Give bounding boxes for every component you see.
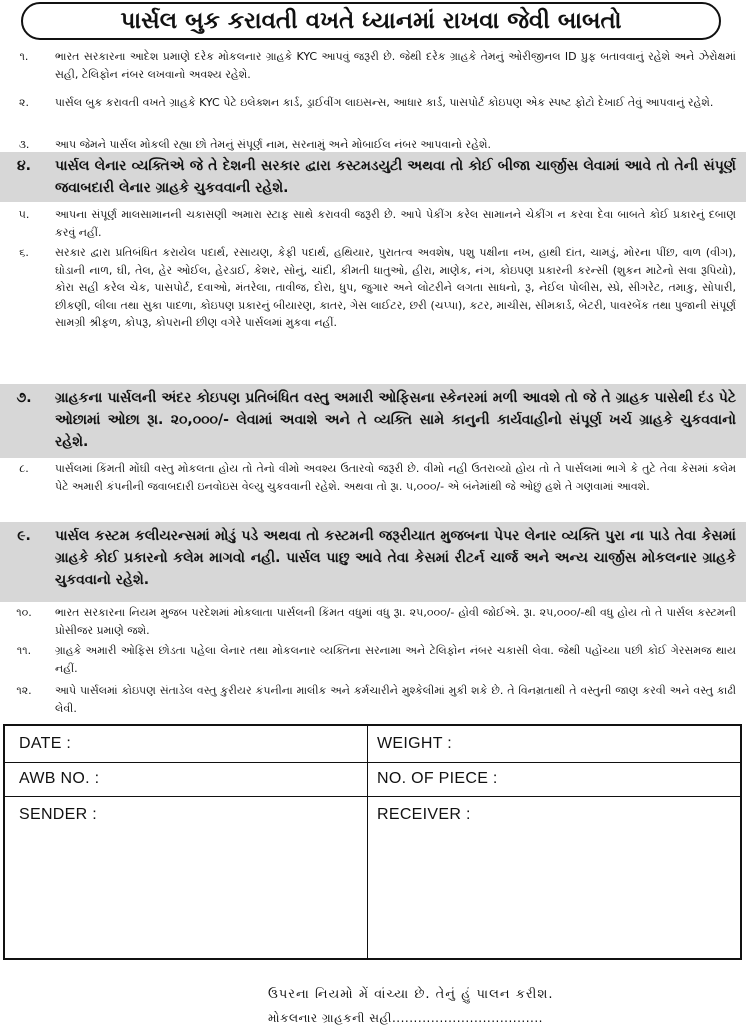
rule-number: ૨. — [19, 96, 29, 109]
rule-item — [0, 682, 746, 718]
rule-item-highlighted — [0, 522, 746, 602]
rule-item — [0, 460, 746, 516]
awb-number-field[interactable]: AWB NO. : — [19, 770, 100, 787]
rule-number: ૭. — [16, 390, 32, 406]
rule-text: પાર્સલ કસ્ટમ કલીયરન્સમાં મોડું પડે અથવા તો કસ્ટમની જરૂરીયાત મુજબના પેપર લેનાર વ્યક્તિ પુરા ના પાડે તેવા કેસમાં ગ્રાહકે કોઈ પ્રકારનો કલેમ માગવો નહી. પાર્સલ પાછુ આવે તેવા કેસમાં રીટર્ન ચાર્જ અને અન્ય ચાર્જીસ મોકલનાર ગ્રાહકે ચુકવવાનો રહેશે. — [55, 528, 736, 588]
rule-item-highlighted — [0, 384, 746, 458]
rule-number: ૩. — [18, 138, 30, 151]
shipment-form — [3, 724, 742, 960]
rule-text: આપે પાર્સલમાં કોઇપણ સંતાડેલ વસ્તુ કુરીયર કંપનીના માલીક અને કર્મચારીને મુશ્કેલીમાં મુકી શકે છે. તે વિનમ્રતાથી તે વસ્તુની જાણ કરવી અને વસ્તુ કાઢી લેવી. — [55, 684, 736, 715]
sender-field[interactable]: SENDER : — [19, 806, 97, 823]
rule-item — [0, 642, 746, 678]
rule-text: ગ્રાહકના પાર્સલની અંદર કોઇપણ પ્રતિબંધિત વસ્તુ અમારી ઓફિસના સ્કેનરમાં મળી આવશે તો જે તે ગ્રાહક પાસેથી દંડ પેટે ઓછામાં ઓછા રૂા. ૨૦,૦૦૦/- લેવામાં અવાશે અને તે વ્યક્તિ સામે કાનુની કાર્યવાહીનો સંપૂર્ણ ખર્ચ ગ્રાહકે ચુકવવાનો રહેશે. — [55, 390, 736, 450]
rule-number: ૬. — [19, 246, 29, 259]
rule-text: ભારત સરકારના આદેશ પ્રમાણે દરેક મોકલનાર ગ્રાહકે KYC આપવું જરૂરી છે. જેથી દરેક ગ્રાહકે તેમનું ઓરીજીનલ ID પ્રુફ બતાવવાનું રહેશે અને ઝેરોક્ષમાં સહી, ટેલિફોન નંબર લખવાનો અવશ્ય રહેશે. — [55, 50, 736, 81]
rule-number: ૧૨. — [16, 684, 32, 697]
rule-text: પાર્સલ બુક કરાવતી વખતે ગ્રાહકે KYC પેટે ઇલેક્શન કાર્ડ, ડ્રાઈવીંગ લાઇસન્સ, આધાર કાર્ડ, પાસપોર્ટ કોઇપણ એક સ્પષ્ટ ફોટો દેખાઈ તેવું આપવાનું રહેશે. — [55, 96, 714, 109]
rule-text: આપના સંપૂર્ણ માલસામાનની ચકાસણી અમારા સ્ટાફ સાથે કરાવવી જરૂરી છે. આપે પેકીંગ કરેલ સામાનને ચેકીંગ ન કરવા દેવા બાબતે કોઈ પ્રકારનું દબાણ કરવું નહીં. — [55, 208, 736, 239]
rule-number: ૪. — [17, 158, 31, 174]
rule-number: ૧૧. — [16, 644, 32, 657]
rule-item — [0, 48, 746, 84]
form-divider — [5, 796, 740, 797]
declaration-text: ઉપરના નિયમો મેં વાંચ્યા છે. તેનું હું પાલન કરીશ. — [268, 987, 554, 1002]
rule-item — [0, 604, 746, 640]
rule-text: પાર્સલમાં કિંમતી મોંઘી વસ્તુ મોકલતા હોય તો તેનો વીમો અવશ્ય ઉતારવો જરૂરી છે. વીમો નહી ઉતરાવ્યો હોય તો તે પાર્સલમાં ભાગે કે તુટે તેવા કેસમાં કલેમ પેટે અમારી કંપનીની જવાબદારી ઇનવોઇસ વેલ્યુ ચુકવવાની રહેશે. અથવા તો રૂા. ૫,૦૦૦/- એ બંનેમાંથી જે ઓછું હશે તે ગણવામાં આવશે. — [55, 462, 736, 493]
rule-number: ૧. — [19, 50, 29, 63]
form-divider — [367, 726, 368, 958]
rule-item — [0, 94, 746, 130]
rule-number: ૧૦. — [16, 606, 32, 619]
rule-item-highlighted — [0, 152, 746, 202]
signature-line[interactable]: મોકલનાર ગ્રાહકની સહી................................... — [268, 1011, 543, 1025]
rule-number: ૮. — [19, 462, 29, 475]
rule-item — [0, 206, 746, 242]
rule-number: ૫. — [18, 208, 30, 221]
page-title: પાર્સલ બુક કરાવતી વખતે ધ્યાનમાં રાખવા જેવી બાબતો — [21, 2, 721, 40]
rule-text: ભારત સરકારના નિયમ મુજબ પરદેશમાં મોકલાતા પાર્સલની કિંમત વધુમાં વધુ રૂા. ૨૫,૦૦૦/- હોવી જોઈએ. રૂા. ૨૫,૦૦૦/-થી વધુ હોય તો તે પાર્સલ કસ્ટમની પ્રોસીજર પ્રમાણે જશે. — [55, 606, 736, 637]
piece-count-field[interactable]: NO. OF PIECE : — [377, 770, 498, 787]
weight-field[interactable]: WEIGHT : — [377, 735, 452, 752]
form-divider — [5, 762, 740, 763]
rule-text: સરકાર દ્વારા પ્રતિબંધિત કરાયેલ પદાર્થ, રસાયણ, કેફી પદાર્થ, હથિયાર, પુરાતત્વ અવશેષ, પશુ પક્ષીના નખ, હાથી દાંત, ચામડું, મોરના પીંછ, વાળ (વીગ), ઘોડાની નાળ, ઘી, તેલ, હેર ઓઈલ, હેરડાઈ, કેશર, સોનું, ચાંદી, કીમતી ધાતુઓ, હીરા, માણેક, નંગ, કોઇપણ પ્રકારની કરન્સી (શુકન માટેનો સવા રૂપિયો), કોરા સહી કરેલ ચેક, પાસપોર્ટ, દવાઓ, મંતરેલા, તાવીજ, દોરા, ધુપ, જુગાર અને લોટરીને લગતા સાધનો, રૂ, નેઈલ પોલીસ, સ્પ્રે, સીગરેટ, તમાકુ, સોપારી, છીકણી, લીલા તથા સુકા પાદળા, કોઇપણ પ્રકારનું બીયારણ, કાતર, ગેસ લાઈટર, છરી (ચપ્પા), કટર, માચીસ, સીમકાર્ડ, બેટરી, પાવરબેંક તથા પુજાની સંપૂર્ણ સામગ્રી શ્રીફળ, કોપરૂ, કોપરાની છીણ વગેરે પાર્સલમાં મુકવા નહીં. — [55, 246, 736, 329]
receiver-field[interactable]: RECEIVER : — [377, 806, 471, 823]
rule-text: આપ જેમને પાર્સલ મોકલી રહ્યા છો તેમનું સંપૂર્ણ નામ, સરનામું અને મોબાઈલ નંબર આપવાનો રહેશે. — [55, 138, 492, 151]
rule-number: ૯. — [17, 528, 31, 544]
date-field[interactable]: DATE : — [19, 735, 72, 752]
rule-item — [0, 244, 746, 384]
rule-text: પાર્સલ લેનાર વ્યક્તિએ જે તે દેશની સરકાર દ્વારા કસ્ટમડયુટી અથવા તો કોઈ બીજા ચાર્જીસ લેવામાં આવે તો તેની સંપૂર્ણ જવાબદારી લેનાર ગ્રાહકે ચુકવવાની રહેશે. — [55, 158, 736, 196]
rule-text: ગ્રાહકે અમારી ઓફિસ છોડતા પહેલા લેનાર તથા મોકલનાર વ્યક્તિના સરનામા અને ટેલિફોન નંબર ચકાસી લેવા. જેથી પહોંચ્યા પછી કોઈ ગેરસમજ થાય નહીં. — [55, 644, 736, 675]
